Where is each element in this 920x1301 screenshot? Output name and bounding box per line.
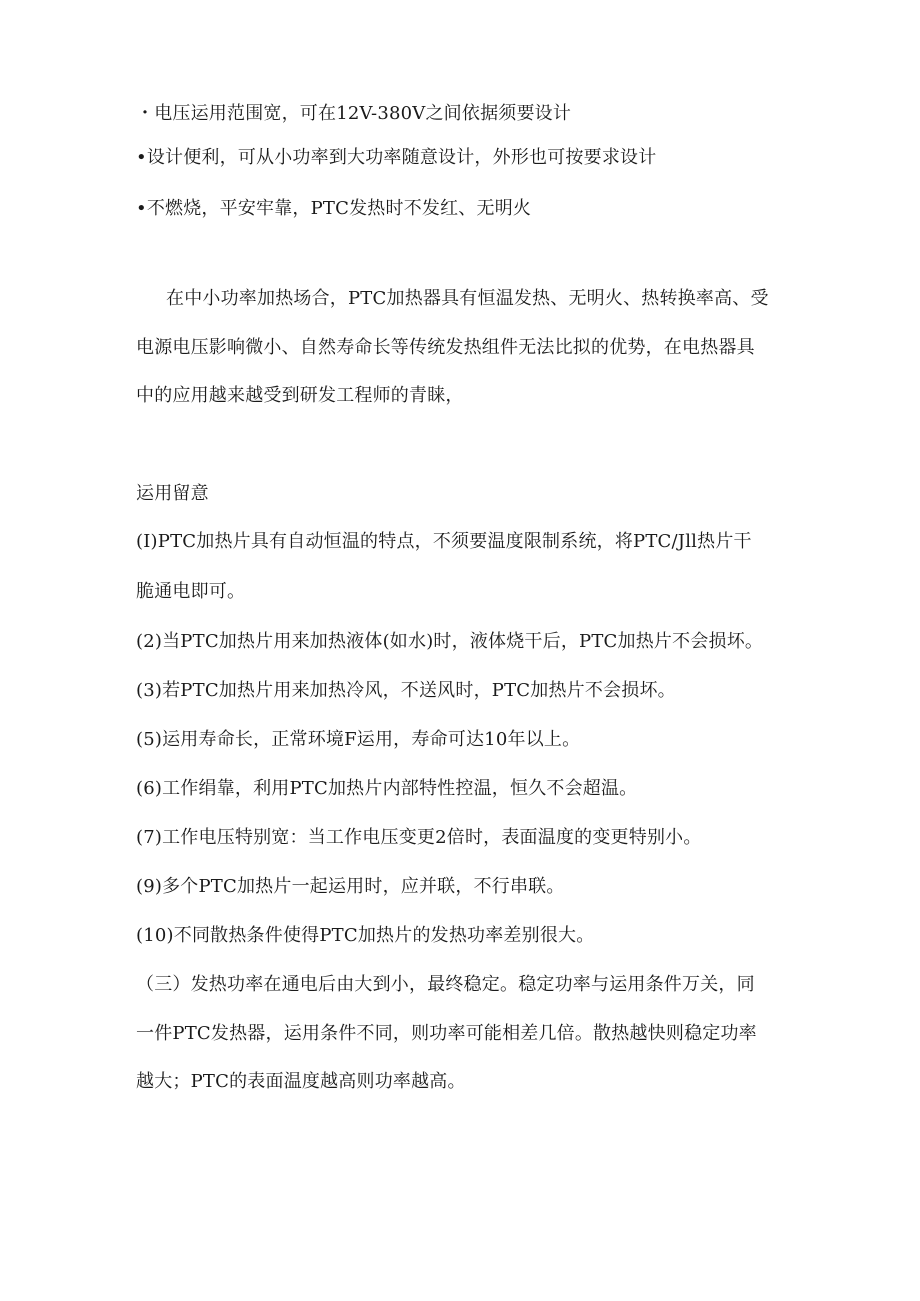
- note-item: (2)当PTC加热片用来加热液体(如水)时，液体烧干后，PTC加热片不会损坏。: [136, 631, 764, 652]
- intro-line: 在中小功率加热场合，PTC加热器具有恒温发热、无明火、热转换率高、受: [166, 288, 769, 309]
- note-item: (6)工作绢靠，利用PTC加热片内部特性控温，恒久不会超温。: [136, 778, 638, 799]
- power-line: （三）发热功率在通电后由大到小，最终稳定。稳定功率与运用条件万关，同: [136, 974, 755, 995]
- power-line: 一件PTC发热器，运用条件不同，则功率可能相差几倍。散热越快则稳定功率: [136, 1023, 757, 1044]
- power-line: 越大；PTC的表面温度越高则功率越高。: [136, 1071, 466, 1092]
- intro-line: 中的应用越来越受到研发工程师的青睐，: [136, 385, 464, 406]
- note-item: (5)运用寿命长，正常环境F运用，寿命可达10年以上。: [136, 729, 581, 750]
- note-item: (9)多个PTC加热片一起运用时，应并联，不行串联。: [136, 876, 565, 897]
- note-item: (I)PTC加热片具有自动恒温的特点，不须要温度限制系统，将PTC/Jll热片干: [136, 531, 752, 552]
- note-item: (10)不同散热条件使得PTC加热片的发热功率差别很大。: [136, 925, 595, 946]
- feature-item: •不燃烧，平安牢靠，PTC发热时不发红、无明火: [136, 198, 532, 219]
- notes-heading: 运用留意: [136, 483, 209, 504]
- feature-item: •设计便利，可从小功率到大功率随意设计，外形也可按要求设计: [136, 147, 657, 168]
- note-item: (7)工作电压特别宽：当工作电压变更2倍时，表面温度的变更特别小。: [136, 827, 702, 848]
- intro-line: 电源电压影响微小、自然寿命长等传统发热组件无法比拟的优势，在电热器具: [136, 337, 755, 358]
- note-item: (3)若PTC加热片用来加热冷风，不送风时，PTC加热片不会损坏。: [136, 680, 676, 701]
- feature-item: ・电压运用范围宽，可在12V-380V之间依据须要设计: [136, 103, 572, 124]
- note-item: 脆通电即可。: [136, 581, 246, 602]
